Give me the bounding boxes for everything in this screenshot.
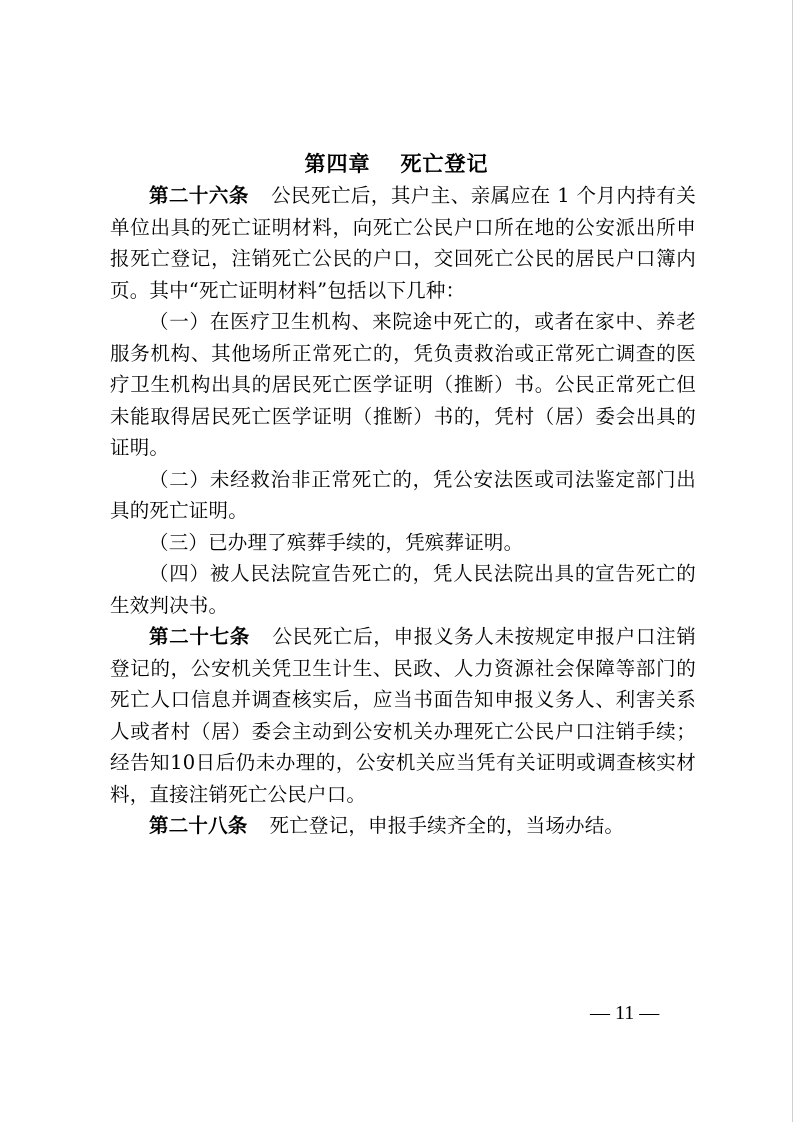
- article-text: 公民死亡后，申报义务人未按规定申报户口注销登记的，公安机关凭卫生计生、民政、人力资源社会保障等部门的死亡人口信息并调查核实后，应当书面告知申报义务人、利害关系人或者村（居）委会主动到公安机关办理死亡公民户口注销手续；经告知10日后仍未办理的，公安机关应当凭有关证明或调查核实材料，直接注销死亡公民户口。: [110, 625, 696, 806]
- chapter-title: 死亡登记: [400, 152, 489, 176]
- document-body: [110, 180, 696, 842]
- page-number: — 11 —: [590, 1002, 660, 1024]
- article-label: 第二十七条: [149, 625, 250, 648]
- article-28: [110, 810, 696, 842]
- article-26-item-4: （四）被人民法院宣告死亡的，凭人民法院出具的宣告死亡的生效判决书。: [110, 562, 696, 617]
- article-text: 死亡登记，申报手续齐全的，当场办结。: [269, 814, 625, 837]
- article-text: 公民死亡后，其户主、亲属应在 1 个月内持有关单位出具的死亡证明材料，向死亡公民户口所在地的公安派出所申报死亡登记，注销死亡公民的户口，交回死亡公民的居民户口簿内页。其中“死亡证明材料”包括以下几种：: [110, 184, 696, 302]
- article-26-item-1: （一）在医疗卫生机构、来院途中死亡的，或者在家中、养老服务机构、其他场所正常死亡的，凭负责救治或正常死亡调查的医疗卫生机构出具的居民死亡医学证明（推断）书。公民正常死亡但未能取得居民死亡医学证明（推断）书的，凭村（居）委会出具的证明。: [110, 310, 696, 459]
- article-label: 第二十八条: [149, 814, 248, 837]
- article-27: [110, 621, 696, 810]
- article-26: [110, 180, 696, 306]
- article-26-item-2: （二）未经救治非正常死亡的，凭公安法医或司法鉴定部门出具的死亡证明。: [110, 467, 696, 522]
- chapter-number: 第四章: [304, 152, 371, 176]
- article-26-item-3: （三）已办理了殡葬手续的，凭殡葬证明。: [149, 530, 524, 554]
- article-label: 第二十六条: [149, 184, 249, 207]
- chapter-heading: [0, 148, 793, 178]
